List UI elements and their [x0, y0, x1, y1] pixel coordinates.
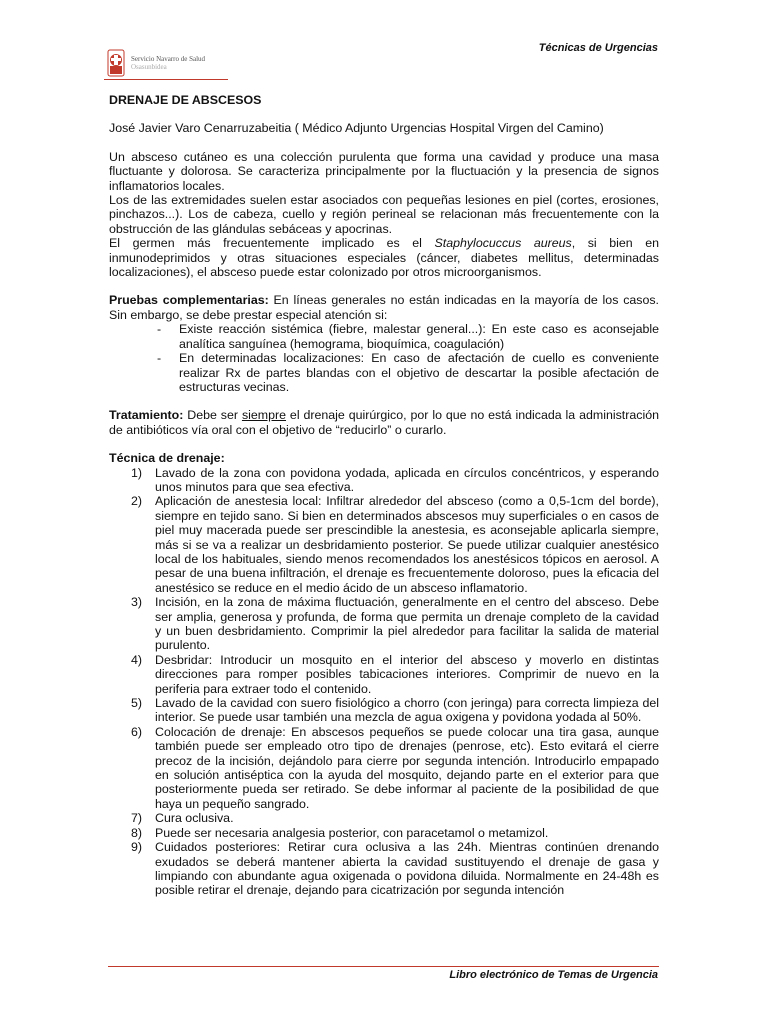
list-item	[131, 466, 659, 495]
step-text: Aplicación de anestesia local: Infiltrar alrededor del absceso (como a 0,5-1cm del borde), siempre en tejido sano. Si bien en determinados abscesos muy superficiales o en casos de piel muy macerada puede ser prescindible la anestesia, es aconsejable aplicarla siempre, más si se va a realizar un desbridamiento posterior. Se puede utilizar cualquier anestésico local de los habituales, siendo menos recomendados los anestésicos tópicos en aerosol. A pesar de una buena infiltración, el drenaje es frecuentemente doloroso, pues la eficacia del anestésico se reduce en el medio ácido de un absceso inflamatorio.	[155, 494, 659, 595]
tratamiento-label: Tratamiento:	[109, 408, 184, 423]
logo-text	[131, 55, 205, 71]
step-number: 4)	[131, 652, 143, 667]
list-item	[131, 653, 659, 696]
intro-paragraph-1: Un absceso cutáneo es una colección purulenta que forma una cavidad y produce una masa fluctuante y dolorosa. Se caracteriza principalmente por la fluctuación y la presencia de signos inflamatorios locales.	[109, 149, 659, 193]
pruebas-paragraph	[109, 293, 659, 322]
list-item	[131, 840, 659, 898]
document-body	[109, 93, 659, 898]
germ-name: Staphylocuccus aureus	[434, 236, 572, 251]
step-text: Incisión, en la zona de máxima fluctuación, generalmente en el centro del absceso. Debe ser amplia, generosa y profunda, de forma que permita un drenaje completo de la cavidad y un buen desbridamiento. Comprimir la piel alrededor para facilitar la salida de material purulento.	[155, 595, 659, 653]
intro3-text-b: , si bien en inmunodeprimidos y otras situaciones especiales (cáncer, diabetes mellitus, determinadas localizaciones), el absceso puede estar colonizado por otros microorganismos.	[109, 236, 659, 280]
intro-paragraph-2: Los de las extremidades suelen estar asociados con pequeñas lesiones en piel (cortes, erosiones, pinchazos...). Los de cabeza, cuello y región perineal se relacionan más frecuentemente con la obstrucción de las glándulas sebáceas y apocrinas.	[109, 193, 659, 236]
tecnica-steps	[109, 466, 659, 898]
list-item	[131, 826, 659, 840]
step-number: 6)	[131, 724, 143, 739]
step-number: 5)	[131, 696, 143, 711]
step-number: 9)	[131, 840, 143, 855]
tratamiento-text-a: Debe ser	[183, 408, 242, 423]
step-number: 7)	[131, 811, 143, 826]
list-item	[131, 811, 659, 825]
intro-paragraph-3	[109, 236, 659, 279]
step-text: Puede ser necesaria analgesia posterior, con paracetamol o metamizol.	[155, 825, 549, 840]
pruebas-list	[109, 322, 659, 394]
tratamiento-emphasis: siempre	[241, 408, 287, 423]
step-text: Colocación de drenaje: En abscesos pequeños se puede colocar una tira gasa, aunque también puede ser empleado otro tipo de drenajes (penrose, etc). Esto evitará el cierre precoz de la incisión, dejándolo para cierre por segunda intención. Introducirlo empapado en solución antiséptica con la ayuda del mosquito, dejando parte en el exterior para que posteriormente pueda ser retirado. Se debe informar al paciente de la posibilidad de que haya un pequeño sangrado.	[155, 724, 659, 811]
header-title: Técnicas de Urgencias	[538, 42, 658, 54]
logo-line-1: Servicio Navarro de Salud	[131, 55, 206, 63]
step-number: 3)	[131, 595, 143, 610]
list-item	[131, 494, 659, 595]
step-number: 2)	[131, 494, 143, 509]
logo-underline	[104, 79, 228, 80]
step-text: Cuidados posteriores: Retirar cura oclusiva a las 24h. Mientras continúen drenando exudados se deberá mantener abierta la cavidad sustituyendo el drenaje de gasa y limpiando con abundante agua oxigenada o povidona diluida. Normalmente en 24-48h es posible retirar el drenaje, dejando para cicatrización por segunda intención	[155, 840, 659, 898]
tratamiento-text-b: el drenaje quirúrgico, por lo que no está indicada la administración de antibióticos vía oral con el objetivo de “reducirlo” o curarlo.	[109, 408, 659, 437]
footer-title: Libro electrónico de Temas de Urgencia	[449, 969, 658, 981]
footer-divider	[108, 966, 659, 967]
tratamiento-paragraph	[109, 408, 659, 437]
step-text: Lavado de la zona con povidona yodada, aplicada en círculos concéntricos, y esperando unos minutos para que sea efectiva.	[155, 465, 659, 494]
list-item	[131, 725, 659, 811]
step-number: 1)	[131, 465, 143, 480]
list-item	[131, 696, 659, 725]
logo-line-2: Osasunbidea	[131, 63, 167, 71]
pruebas-text: En líneas generales no están indicadas en la mayoría de los casos. Sin embargo, se debe prestar especial atención si:	[109, 293, 660, 322]
intro3-text-a: El germen más frecuentemente implicado es el	[109, 236, 435, 251]
step-number: 8)	[131, 825, 143, 840]
list-item: - En determinadas localizaciones: En caso de afectación de cuello es conveniente realizar Rx de partes blandas con el objetivo de descartar la posible afectación de estructuras vecinas.	[157, 351, 659, 394]
tecnica-heading: Técnica de drenaje:	[109, 451, 225, 466]
document-title: DRENAJE DE ABSCESOS	[109, 93, 262, 107]
list-item: - Existe reacción sistémica (fiebre, malestar general...): En este caso es aconsejable analítica sanguínea (hemograma, bioquímica, coagulación)	[157, 322, 659, 351]
author-line: José Javier Varo Cenarruzabeitia ( Médico Adjunto Urgencias Hospital Virgen del Camino)	[109, 121, 604, 136]
step-text: Lavado de la cavidad con suero fisiológico a chorro (con jeringa) para correcta limpieza del interior. Se puede usar también una mezcla de agua oxigena y povidona yodada al 50%.	[155, 696, 659, 725]
step-text: Desbridar: Introducir un mosquito en el interior del absceso y moverlo en distintas direcciones para romper posibles tabicaciones interiores. Comprimir de nuevo en la periferia para extraer todo el contenido.	[155, 652, 659, 696]
pruebas-label: Pruebas complementarias:	[109, 293, 269, 308]
list-item	[131, 595, 659, 653]
step-text: Cura oclusiva.	[155, 811, 234, 826]
